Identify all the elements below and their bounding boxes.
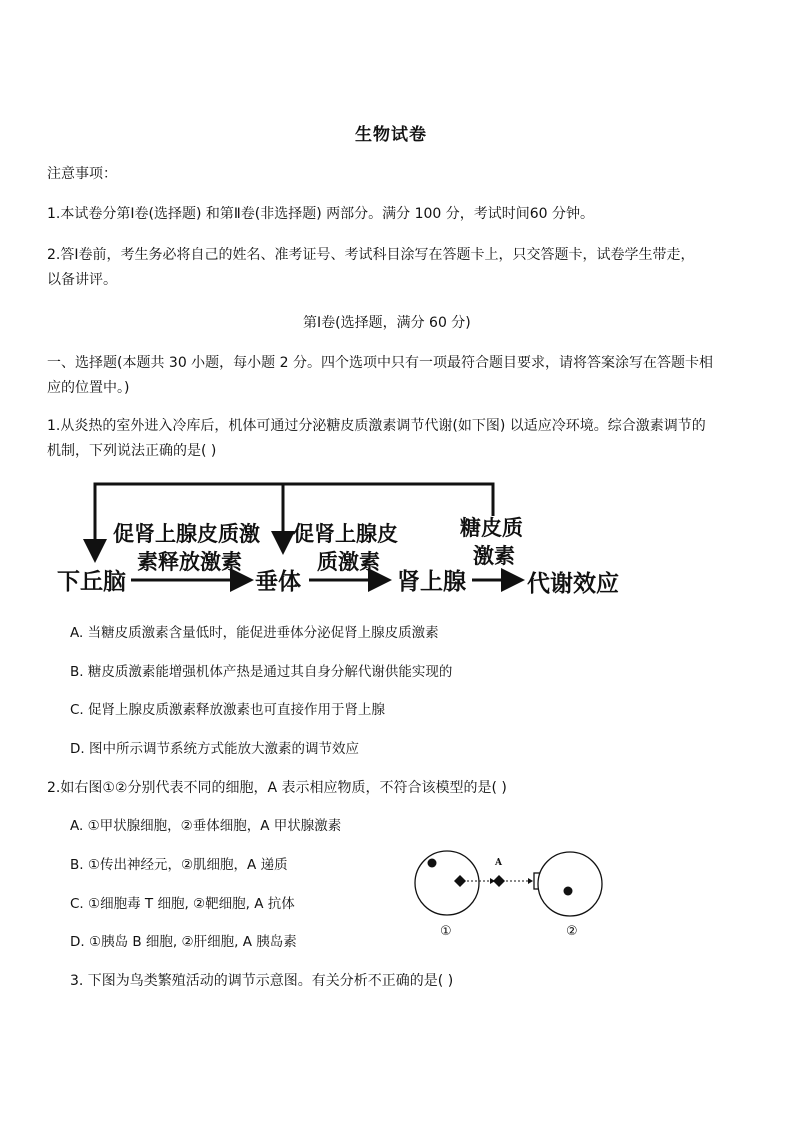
- cell-1-nucleus: [428, 859, 437, 868]
- q1-option-b: B. 糖皮质激素能增强机体产热是通过其自身分解代谢供能实现的: [70, 664, 453, 680]
- cell-signal-diagram: [410, 845, 610, 945]
- note-2-cont: 以备讲评。: [47, 272, 117, 288]
- cell-2-nucleus: [564, 887, 573, 896]
- cell-1-label: ①: [440, 924, 452, 939]
- part-intro-line1: 一、选择题(本题共 30 小题，每小题 2 分。四个选项中只有一项最符合题目要求，请将答案涂写在答题卡相: [47, 355, 713, 371]
- feedback-line: [95, 484, 493, 558]
- crh-label-line1: 促肾上腺皮质激: [113, 522, 260, 546]
- adrenal-label: 肾上腺: [397, 569, 466, 595]
- cell-2: [538, 852, 602, 916]
- substance-a: [493, 875, 505, 887]
- q1-option-d: D. 图中所示调节系统方式能放大激素的调节效应: [70, 741, 359, 757]
- hormone-regulation-diagram: [55, 476, 645, 606]
- note-1: 1.本试卷分第Ⅰ卷(选择题) 和第Ⅱ卷(非选择题) 两部分。满分 100 分，考试时间60 分钟。: [47, 206, 595, 222]
- gc-label-line1: 糖皮质: [460, 516, 523, 540]
- hypothalamus-label: 下丘脑: [57, 569, 126, 595]
- effect-label: 代谢效应: [527, 571, 619, 597]
- cell-1-signal: [454, 875, 466, 887]
- pituitary-label: 垂体: [255, 569, 301, 595]
- q1-stem-line1: 1.从炎热的室外进入冷库后，机体可通过分泌糖皮质激素调节代谢(如下图) 以适应冷环境。综合激素调节的: [47, 418, 706, 434]
- crh-label-line2: 素释放激素: [137, 550, 242, 574]
- q1-stem-line2: 机制，下列说法正确的是( ): [47, 443, 217, 459]
- substance-a-label: A: [495, 858, 502, 868]
- q1-option-c: C. 促肾上腺皮质激素释放激素也可直接作用于肾上腺: [70, 702, 386, 718]
- q2-option-d: D. ①胰岛 B 细胞, ②肝细胞, A 胰岛素: [70, 934, 297, 950]
- part-intro-line2: 应的位置中。): [47, 380, 130, 396]
- q2-option-b: B. ①传出神经元，②肌细胞，A 递质: [70, 857, 288, 873]
- transport-arrowhead: [528, 878, 533, 884]
- q2-option-a: A. ①甲状腺细胞，②垂体细胞，A 甲状腺激素: [70, 818, 342, 834]
- q2-stem: 2.如右图①②分别代表不同的细胞，A 表示相应物质，不符合该模型的是( ): [47, 780, 507, 796]
- acth-label-line2: 质激素: [317, 550, 380, 574]
- section-heading: 第Ⅰ卷(选择题，满分 60 分): [303, 315, 471, 331]
- gc-label-line2: 激素: [473, 544, 515, 568]
- q3-stem: 3. 下图为鸟类繁殖活动的调节示意图。有关分析不正确的是( ): [70, 973, 454, 989]
- cell-1: [415, 851, 479, 915]
- acth-label-line1: 促肾上腺皮: [293, 522, 398, 546]
- note-2: 2.答Ⅰ卷前，考生务必将自己的姓名、准考证号、考试科目涂写在答题卡上，只交答题卡，试卷学生带走，: [47, 247, 695, 263]
- page-title: 生物试卷: [355, 125, 427, 145]
- q2-option-c: C. ①细胞毒 T 细胞, ②靶细胞, A 抗体: [70, 896, 295, 912]
- cell-2-label: ②: [566, 924, 578, 939]
- q1-option-a: A. 当糖皮质激素含量低时，能促进垂体分泌促肾上腺皮质激素: [70, 625, 439, 641]
- notice-heading: 注意事项：: [47, 166, 117, 182]
